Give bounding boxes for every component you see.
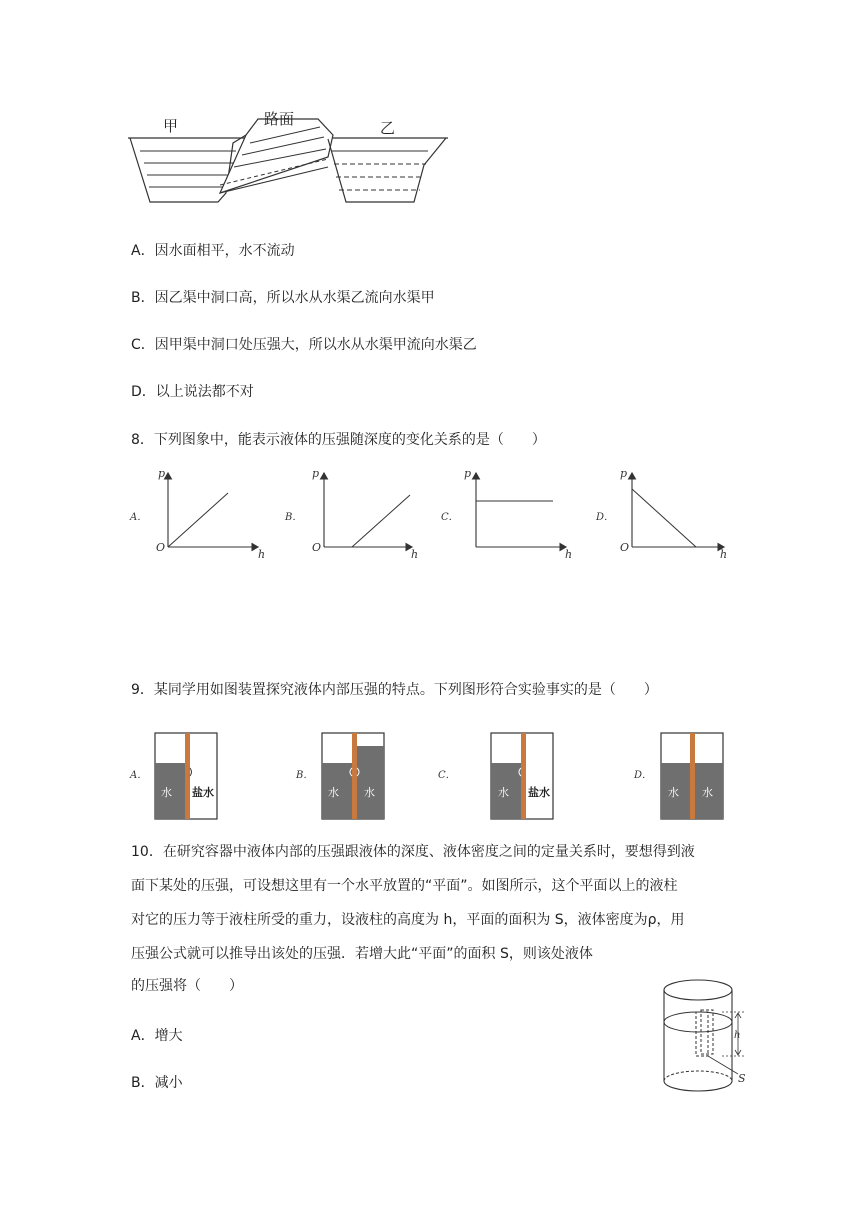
q10-stem-line5: 的压强将（ ）: [131, 978, 243, 994]
svg-text:水: 水: [161, 786, 172, 799]
q8-graphs: [128, 465, 733, 560]
q9-figure-b: [295, 733, 384, 819]
svg-text:S: S: [738, 1072, 746, 1085]
q7-option-a: A．因水面相平，水不流动: [131, 243, 295, 259]
label-road: 路面: [264, 110, 295, 128]
svg-text:O: O: [156, 541, 166, 554]
q9-stem: 9．某同学用如图装置探究液体内部压强的特点。下列图形符合实验事实的是（ ）: [131, 682, 658, 698]
q10-stem: 10．在研究容器中液体内部的压强跟液体的深度、液体密度之间的定量关系时，要想得到液 面下某处的压强，可设想这里有一个水平放置的“平面”。如图所示，这个平面以上的液柱 对它的压力等于液柱所受的重力，设液柱的高度为 h，平面的面积为 S，液体密度为ρ，用 压强公式就可以推导出该处的压强．若增大此“平面”的面积 S，则该处液体: [131, 844, 695, 962]
svg-text:h: h: [258, 548, 266, 560]
svg-text:O: O: [312, 541, 322, 554]
svg-text:h: h: [565, 548, 573, 560]
q9-figure-c: [438, 733, 553, 819]
q10-option-b: B．减小: [131, 1075, 183, 1091]
svg-text:A．: A．: [130, 770, 148, 781]
q9-figure-a: [129, 733, 217, 819]
svg-text:B．: B．: [296, 770, 314, 781]
svg-text:p: p: [620, 467, 628, 480]
q8-stem: 8．下列图象中，能表示液体的压强随深度的变化关系的是（ ）: [131, 432, 546, 448]
svg-text:p: p: [158, 467, 166, 480]
svg-text:B．: B．: [285, 512, 303, 523]
svg-text:水: 水: [328, 786, 339, 799]
svg-text:h: h: [734, 1030, 741, 1041]
svg-text:盐水: 盐水: [192, 786, 214, 799]
q7-option-c: C．因甲渠中洞口处压强大，所以水从水渠甲流向水渠乙: [131, 337, 477, 353]
q7-option-d: D．以上说法都不对: [131, 384, 254, 400]
channel-jia-outline: [130, 135, 246, 202]
svg-text:水: 水: [668, 786, 679, 799]
q10-cylinder-figure: [656, 976, 766, 1098]
svg-text:p: p: [312, 467, 320, 480]
q8-graph-c: [441, 467, 572, 560]
svg-text:盐水: 盐水: [528, 786, 550, 799]
q10-option-a: A．增大: [131, 1028, 183, 1044]
svg-text:C．: C．: [438, 770, 456, 781]
q8-graph-b: [284, 467, 418, 560]
q8-graph-d: [595, 467, 727, 560]
canal-figure: [128, 105, 450, 210]
svg-text:O: O: [620, 541, 630, 554]
q8-graph-a: [129, 467, 265, 560]
svg-text:水: 水: [702, 786, 713, 799]
label-jia: 甲: [163, 117, 179, 135]
svg-text:水: 水: [498, 786, 509, 799]
svg-text:水: 水: [364, 786, 375, 799]
q9-figures: [128, 730, 733, 825]
svg-text:A．: A．: [130, 512, 148, 523]
svg-text:p: p: [464, 467, 472, 480]
svg-text:D．: D．: [596, 512, 615, 523]
label-yi: 乙: [380, 119, 396, 137]
svg-text:h: h: [720, 548, 728, 560]
q9-figure-d: [633, 733, 723, 819]
svg-text:h: h: [411, 548, 419, 560]
svg-text:C．: C．: [441, 512, 459, 523]
road-mound: [220, 119, 333, 193]
q7-option-b: B．因乙渠中洞口高，所以水从水渠乙流向水渠甲: [131, 290, 435, 306]
svg-text:D．: D．: [634, 770, 653, 781]
channel-yi-outline: [328, 138, 446, 202]
